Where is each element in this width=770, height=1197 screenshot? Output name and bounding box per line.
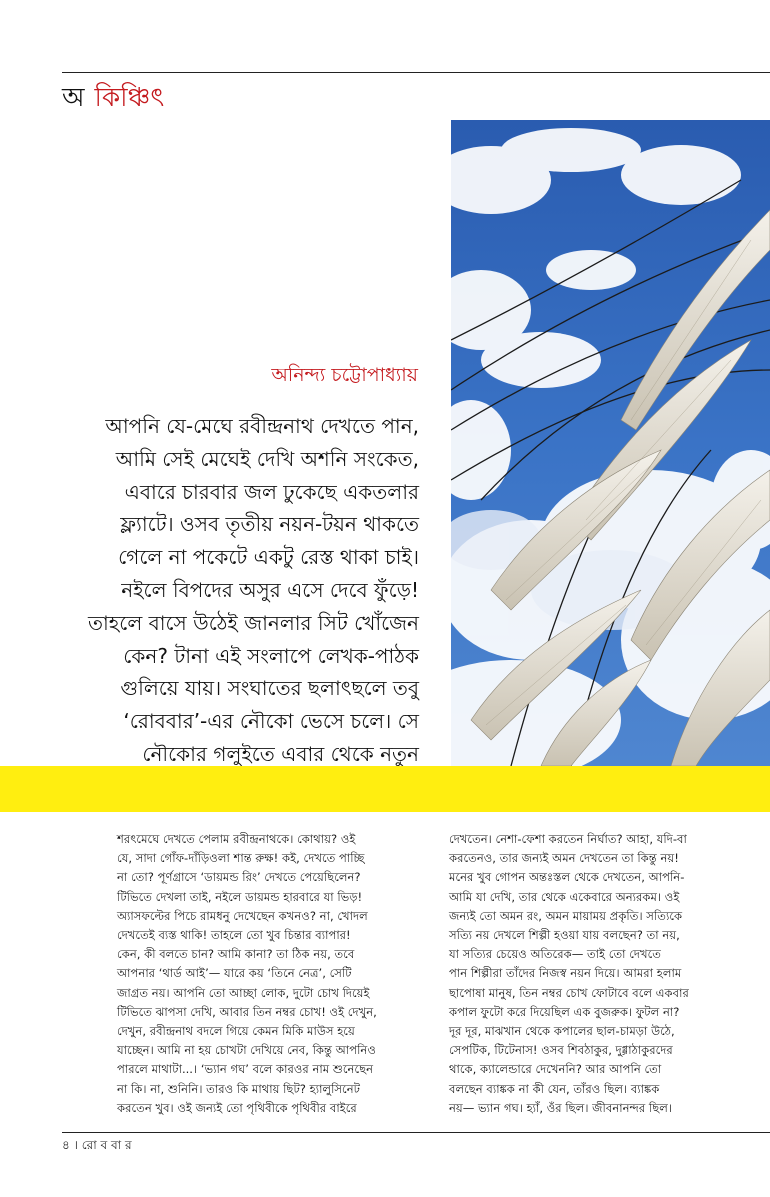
body-line: দেখুন, রবীন্দ্রনাথ বদলে গিয়ে কেমন মিকি মাউস হয়ে: [117, 1024, 355, 1039]
body-line: নয়— ভ্যান গঘ। হ্যাঁ, ওঁর ছিল। জীবনানন্দর ছিল।: [449, 1100, 673, 1115]
body-line: জাগ্রত নয়। আপনি তো আচ্ছা লোক, দুটো চোখ দিয়েই: [117, 985, 370, 1000]
body-line: থাকে, ক্যালেন্ডারে দেখেননি? আর আপনি তো: [449, 1062, 662, 1077]
kash-flower-photo: [451, 120, 770, 766]
body-line: না তো? পূর্ণগ্রাসে ‘ডায়মন্ড রিং’ দেখতে পেয়েছিলেন?: [117, 870, 361, 885]
intro-line: এবারে চারবার জল ঢুকেছে একতলার: [124, 479, 419, 504]
body-line: যা সত্যির চেয়েও অতিরেক— তাই তো দেখতে: [449, 947, 661, 962]
intro-line: আপনি যে-মেঘে রবীন্দ্রনাথ দেখতে পান,: [105, 414, 419, 438]
body-line: যে, সাদা গোঁফ-দাঁড়িওলা শান্ত রুক্ষ! কই, দেখতে পাচ্ছি: [117, 851, 365, 866]
body-line: শরৎমেঘে দেখতে পেলাম রবীন্দ্রনাথকে। কোথায়? ওই: [117, 832, 356, 846]
body-line: জন্যই তো অমন রং, অমন মায়াময় প্রকৃতি। সত্যিকে: [449, 908, 683, 923]
page-number: ৪: [62, 1138, 70, 1152]
body-line: অ্যাসফল্টের পিচে রামধনু দেখেছেন কখনও? না, খোদল: [117, 908, 368, 923]
intro-line: ফ্ল্যাটে। ওসব তৃতীয় নয়ন-টয়ন থাকতে: [120, 512, 419, 537]
body-line: টিভিতে দেখলা তাই, নইলে ডায়মন্ড হারবারে যা ভিড়!: [117, 889, 363, 904]
footer-separator: ।: [73, 1138, 78, 1152]
intro-line: গেলে না পকেটে একটু রেস্ত থাকা চাই।: [118, 545, 419, 570]
body-line: যাচ্ছেন। আমি না হয় চোখটা দেখিয়ে নেব, কিন্তু আপনিও: [117, 1043, 376, 1058]
intro-line: গুলিয়ে যায়। সংঘাতের ছলাৎছলে তবু: [120, 676, 419, 701]
intro-line: ‘রোববার’-এর নৌকো ভেসে চলে। সে: [123, 709, 419, 734]
body-column-right: [449, 830, 761, 1118]
section-prefix: অ: [62, 83, 85, 113]
body-column-left: [117, 830, 417, 1118]
body-line: করতেন খুব। ওই জন্যই তো পৃথিবীকে পৃথিবীর বাইরে: [117, 1100, 357, 1115]
intro-line: নৌকোর গলুইতে এবার থেকে নতুন: [142, 741, 419, 766]
bottom-rule: [62, 1132, 770, 1133]
body-line: দেখতেন। নেশা-ফেশা করতেন নির্ঘাত? আহা, যদি-বা: [449, 832, 687, 846]
body-line: আপনার ‘থার্ড আই’— যারে কয় ‘তিনে নেত্র’, সেটি: [117, 966, 352, 981]
kash-flower-illustration: [451, 120, 770, 766]
body-line: দেখতেই ব্যস্ত থাকি! তাহলে তো খুব চিন্তার ব্যাপার!: [117, 928, 351, 943]
body-line: না কি। না, শুনিনি। তারও কি মাথায় ছিট? হ্যালুসিনেট: [117, 1081, 360, 1096]
body-line: ছাপোষা মানুষ, তিন নম্বর চোখ ফোটাবে বলে একবার: [449, 985, 689, 1000]
intro-line: কেন? টানা এই সংলাপে লেখক-পাঠক: [123, 643, 419, 668]
intro-line: নইলে বিপদের অসুর এসে দেবে ফুঁড়ে!: [121, 577, 419, 602]
yellow-band: [0, 766, 770, 812]
body-line: আমি যা দেখি, তার থেকে একেবারে অন্যরকম। ওই: [449, 889, 680, 904]
body-line: টিভিতে ঝাপসা দেখি, আবার তিন নম্বর চোখ! ওই দেখুন,: [117, 1004, 377, 1019]
body-line: বলছেন ব্যাঙ্কক না কী যেন, তাঁরও ছিল। ব্যাঙ্কক: [449, 1081, 660, 1096]
section-header: [62, 80, 164, 116]
section-title: কিঞ্চিৎ: [94, 83, 165, 113]
body-line: মনের খুব গোপন অন্তঃস্তল থেকে দেখতেন, আপনি-: [449, 870, 685, 885]
top-rule: [62, 72, 770, 73]
body-line: দূর দূর, মাঝখান থেকে কপালের ছাল-চামড়া উঠে,: [449, 1024, 675, 1039]
body-line: সত্যি নয় দেখলে শিল্পী হওয়া যায় বলছেন? তা নয়,: [449, 928, 680, 943]
body-line: সেপটিক, টিটেনাস! ওসব শিবঠাকুর, দুগ্গাঠাকুরদের: [449, 1043, 673, 1058]
body-line: পান শিল্পীরা তাঁদের নিজস্ব নয়ন দিয়ে। আমরা হলাম: [449, 966, 682, 981]
intro-paragraph: [72, 410, 419, 804]
intro-line: তাহলে বাসে উঠেই জানলার সিট খোঁজেন: [87, 610, 419, 635]
body-line: করতেনও, তার জন্যই অমন দেখতেন তা কিন্তু নয়!: [449, 851, 679, 866]
body-line: কপাল ফুটো করে দিয়েছিল এক বুজরুক। ফুটল না?: [449, 1004, 680, 1019]
magazine-name: রো ব বা র: [81, 1138, 132, 1152]
page-footer: [62, 1137, 132, 1153]
intro-line: আমি সেই মেঘেই দেখি অশনি সংকেত,: [115, 446, 419, 471]
body-line: কেন, কী বলতে চান? আমি কানা? তা ঠিক নয়, তবে: [117, 947, 355, 962]
body-line: পারলে মাথাটা...। ‘ভ্যান গঘ’ বলে কারওর নাম শুনেছেন: [117, 1062, 374, 1077]
author-name: অনিন্দ্য চট্টোপাধ্যায়: [271, 364, 418, 386]
